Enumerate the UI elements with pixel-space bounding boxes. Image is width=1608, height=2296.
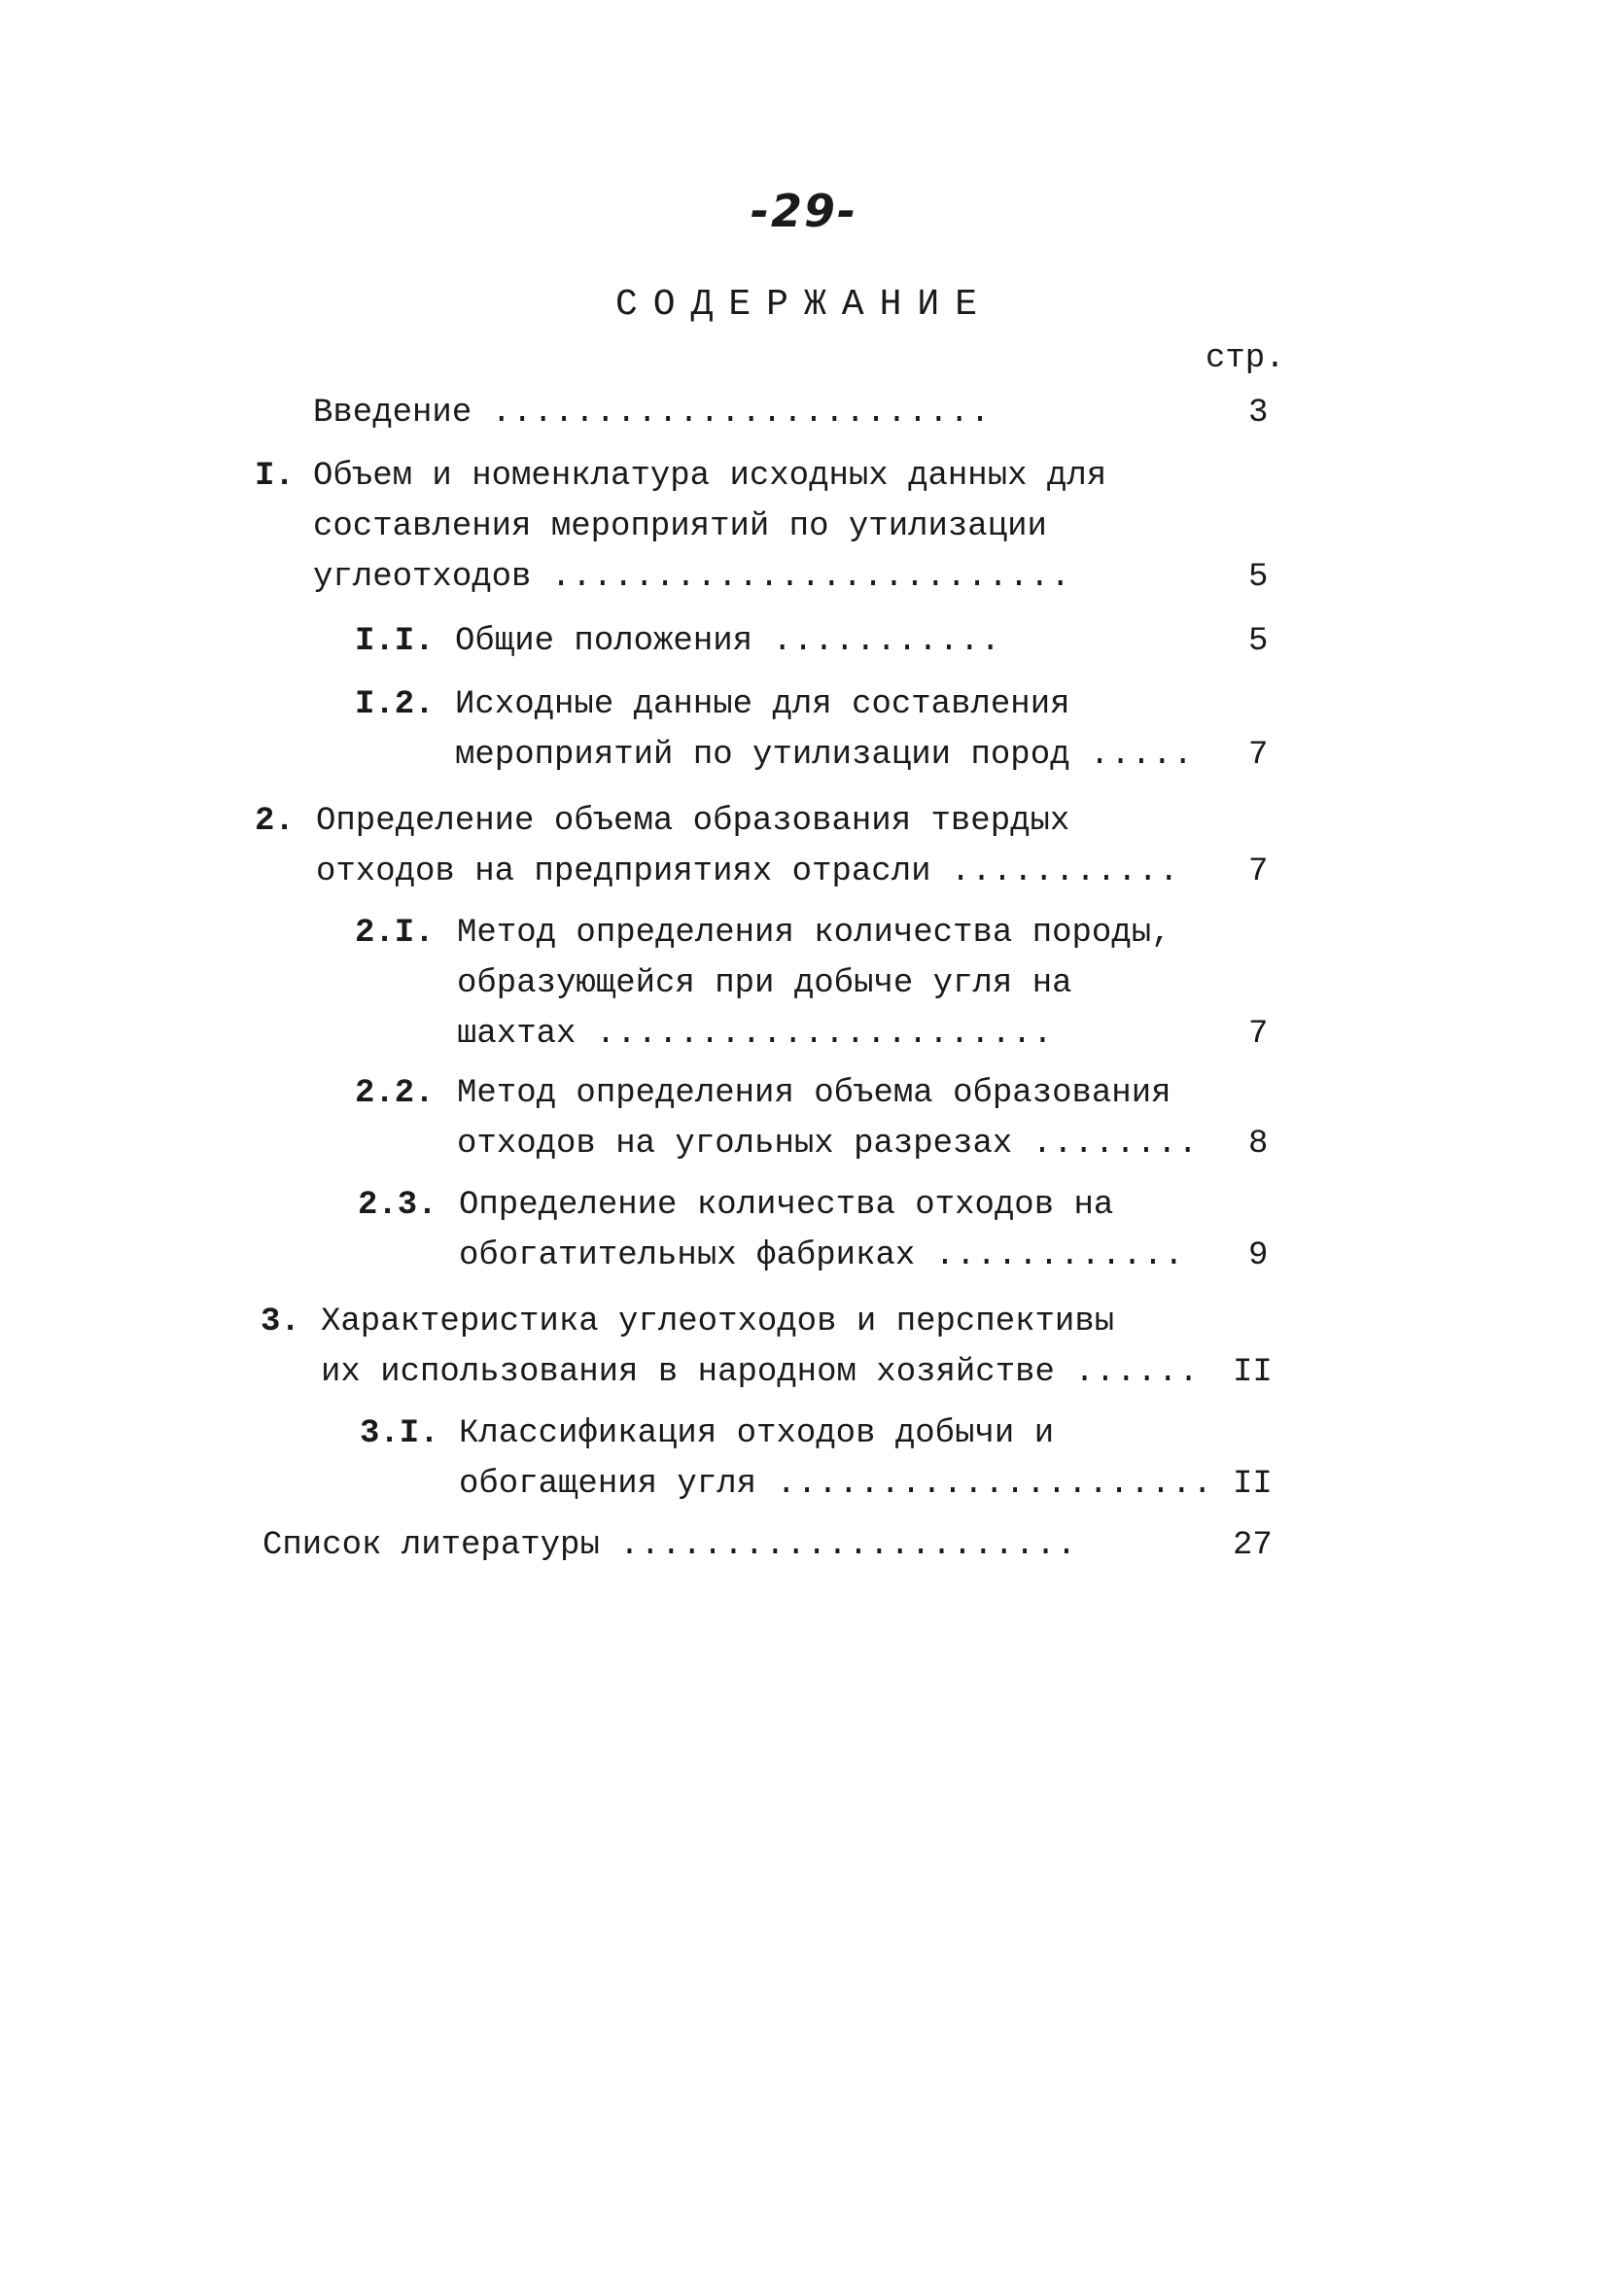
toc-entry-line xyxy=(313,553,1071,602)
toc-page-number: 9 xyxy=(1248,1237,1269,1274)
toc-entry-line xyxy=(457,1120,1199,1168)
toc-leader-dots: ........... xyxy=(772,623,1001,660)
toc-page-number: 27 xyxy=(1233,1527,1273,1564)
toc-entry-line xyxy=(455,731,1194,780)
toc-page-number: II xyxy=(1233,1354,1273,1391)
toc-leader-dots: ........... xyxy=(950,853,1180,890)
toc-entry-line xyxy=(457,1069,1171,1118)
toc-entry-number: 2.I. xyxy=(355,915,435,952)
toc-page-number: 5 xyxy=(1248,559,1269,596)
toc-leader-dots: ........ xyxy=(1031,1126,1199,1163)
toc-entry-number: 2.3. xyxy=(358,1187,437,1224)
toc-entry-text: Определение количества отходов на xyxy=(459,1187,1114,1224)
toc-page-number: 3 xyxy=(1248,395,1269,432)
toc-page-number: 7 xyxy=(1248,737,1269,774)
toc-entry-line xyxy=(313,389,991,437)
toc-entry-text: их использования в народном хозяйстве xyxy=(321,1354,1055,1391)
toc-entry-text: Характеристика углеотходов и перспективы xyxy=(321,1304,1115,1340)
toc-leader-dots: ...... xyxy=(1074,1354,1200,1391)
toc-entry-text: Общие положения xyxy=(455,623,753,660)
page-number: -29- xyxy=(750,185,858,237)
toc-page-number: 8 xyxy=(1248,1126,1269,1163)
toc-entry-number: 2.2. xyxy=(355,1075,435,1112)
toc-leader-dots: ........................ xyxy=(491,395,992,432)
toc-entry-text: Метод определения количества породы, xyxy=(457,915,1171,952)
toc-entry-line xyxy=(316,797,1069,846)
toc-entry-line xyxy=(459,1232,1185,1280)
toc-entry-text: мероприятий по утилизации пород xyxy=(455,737,1070,774)
toc-entry-line xyxy=(313,503,1047,551)
toc-page-number: II xyxy=(1233,1466,1273,1503)
toc-entry-line xyxy=(321,1298,1114,1346)
toc-entry-text: составления мероприятий по утилизации xyxy=(313,508,1047,545)
toc-entry-number: 2. xyxy=(255,803,295,840)
toc-leader-dots: ............ xyxy=(934,1237,1185,1274)
toc-leader-dots: ..................... xyxy=(776,1466,1213,1503)
toc-entry-text: образующейся при добыче угля на xyxy=(457,965,1072,1002)
toc-entry-line xyxy=(457,909,1171,957)
toc-entry-text: Определение объема образования твердых xyxy=(316,803,1070,840)
toc-entry-line xyxy=(316,848,1179,896)
toc-entry-line xyxy=(313,452,1106,501)
toc-entry-line xyxy=(459,1460,1213,1509)
toc-entry-text: Список литературы xyxy=(262,1527,600,1564)
toc-leader-dots: ...................... xyxy=(595,1016,1054,1053)
toc-entry-line xyxy=(455,680,1070,729)
toc-entry-number: 3. xyxy=(261,1304,300,1340)
toc-page-number: 7 xyxy=(1248,1016,1269,1053)
toc-entry-number: I.I. xyxy=(355,623,435,660)
toc-page-number: 5 xyxy=(1248,623,1269,660)
toc-entry-text: Объем и номенклатура исходных данных для xyxy=(313,458,1107,495)
toc-entry-text: углеотходов xyxy=(313,559,532,596)
toc-entry-text: Исходные данные для составления xyxy=(455,686,1070,723)
toc-entry-number: I. xyxy=(255,458,295,495)
page-title: СОДЕРЖАНИЕ xyxy=(614,284,994,326)
toc-entry-line xyxy=(457,1010,1054,1059)
toc-entry-line xyxy=(321,1348,1200,1397)
toc-entry-line xyxy=(459,1181,1113,1230)
toc-entry-text: отходов на предприятиях отрасли xyxy=(316,853,931,890)
toc-leader-dots: ...................... xyxy=(619,1527,1078,1564)
toc-entry-text: Классификация отходов добычи и xyxy=(459,1415,1055,1452)
page-column-label: стр. xyxy=(1206,340,1285,377)
toc-entry-text: шахтах xyxy=(457,1016,577,1053)
toc-entry-number: I.2. xyxy=(355,686,435,723)
toc-entry-text: обогатительных фабриках xyxy=(459,1237,916,1274)
toc-entry-line xyxy=(262,1521,1077,1570)
toc-entry-text: Метод определения объема образования xyxy=(457,1075,1171,1112)
toc-entry-line xyxy=(459,1409,1054,1458)
toc-page-number: 7 xyxy=(1248,853,1269,890)
toc-entry-line xyxy=(457,959,1072,1008)
toc-leader-dots: ..... xyxy=(1089,737,1194,774)
toc-entry-line xyxy=(455,617,1001,666)
toc-entry-text: Введение xyxy=(313,395,472,432)
toc-leader-dots: ......................... xyxy=(550,559,1071,596)
toc-entry-text: отходов на угольных разрезах xyxy=(457,1126,1013,1163)
toc-entry-number: 3.I. xyxy=(360,1415,439,1452)
toc-entry-text: обогащения угля xyxy=(459,1466,757,1503)
